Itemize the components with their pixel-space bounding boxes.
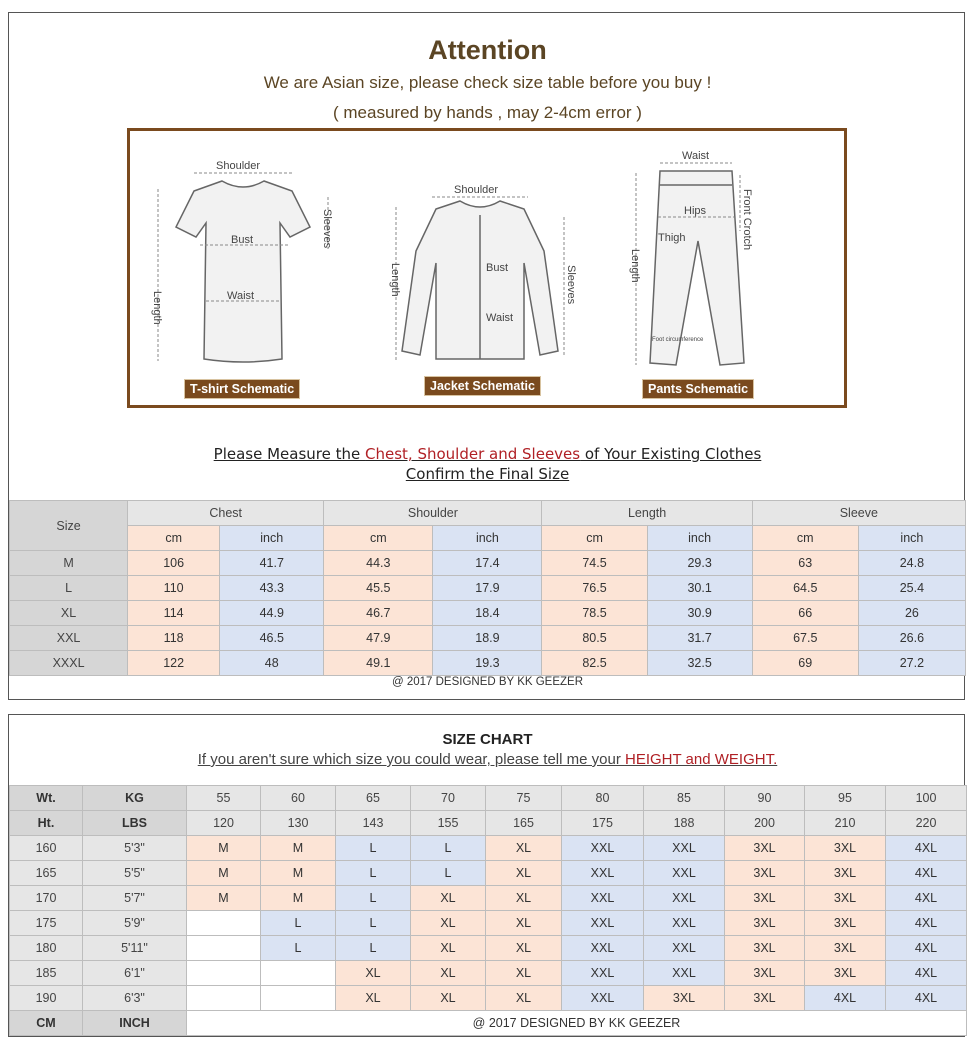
size-cell: XXL [644, 836, 725, 861]
size-cell: XXL [562, 886, 644, 911]
size-cell: 4XL [886, 911, 967, 936]
lbs-cell: 143 [336, 811, 411, 836]
size-cell: XXL [644, 861, 725, 886]
tshirt-bust-label: Bust [231, 234, 254, 246]
size-cell: M [187, 861, 261, 886]
size-cell [187, 986, 261, 1011]
cm-label: CM [10, 1011, 83, 1036]
kg-cell: 80 [562, 786, 644, 811]
height-inch-cell: 5'3" [83, 836, 187, 861]
measurement-cell: 110 [128, 576, 220, 601]
size-table-unit-header [10, 526, 966, 551]
unit-header-cell: inch [220, 526, 324, 551]
inch-label: INCH [83, 1011, 187, 1036]
measurement-cell: 49.1 [324, 651, 433, 676]
measurement-cell: 27.2 [858, 651, 965, 676]
size-cell: XL [486, 936, 562, 961]
lbs-cell: 188 [644, 811, 725, 836]
lbs-cell: 155 [411, 811, 486, 836]
size-cell: XL [336, 986, 411, 1011]
size-cell: 3XL [805, 911, 886, 936]
size-cell: XXL [562, 836, 644, 861]
size-name-cell: L [10, 576, 128, 601]
measurement-cell: 26 [858, 601, 965, 626]
size-cell: 4XL [886, 836, 967, 861]
size-cell: L [336, 886, 411, 911]
size-chart-panel [8, 714, 965, 1037]
measurement-cell: 44.9 [220, 601, 324, 626]
size-cell: 3XL [725, 961, 805, 986]
height-inch-cell: 6'3" [83, 986, 187, 1011]
size-chart-subtitle-prefix: If you aren't sure which size you could wear, please tell me your [197, 751, 625, 768]
size-cell: XXL [562, 986, 644, 1011]
jacket-sleeves-label: Sleeves [565, 265, 577, 305]
height-cm-cell: 180 [10, 936, 83, 961]
kg-cell: 60 [261, 786, 336, 811]
size-cell: XL [411, 911, 486, 936]
kg-header-row [10, 786, 967, 811]
kg-cell: 75 [486, 786, 562, 811]
table-row [10, 986, 967, 1011]
size-cell: 3XL [805, 886, 886, 911]
table-row [10, 936, 967, 961]
size-cell: 4XL [805, 986, 886, 1011]
height-cm-cell: 165 [10, 861, 83, 886]
kg-cell: 85 [644, 786, 725, 811]
schematic-box [127, 128, 847, 408]
size-chart-title: SIZE CHART [442, 731, 533, 748]
measurement-cell: 47.9 [324, 626, 433, 651]
measurement-cell: 25.4 [858, 576, 965, 601]
height-cm-cell: 160 [10, 836, 83, 861]
pants-foot-label: Foot circumference [652, 337, 704, 343]
height-cm-cell: 185 [10, 961, 83, 986]
measurement-cell: 30.1 [647, 576, 752, 601]
tshirt-drawing [176, 181, 310, 362]
size-cell: M [261, 886, 336, 911]
size-name-cell: XXL [10, 626, 128, 651]
size-cell: XL [411, 961, 486, 986]
measurement-cell: 114 [128, 601, 220, 626]
measurement-cell: 19.3 [433, 651, 542, 676]
size-cell: 3XL [805, 961, 886, 986]
table-row [10, 626, 966, 651]
measurement-cell: 76.5 [542, 576, 647, 601]
size-cell: XXL [562, 911, 644, 936]
height-cm-cell: 190 [10, 986, 83, 1011]
size-info-panel [8, 12, 965, 700]
size-cell: 3XL [725, 861, 805, 886]
size-cell: L [336, 836, 411, 861]
size-cell: M [261, 836, 336, 861]
measurement-cell: 45.5 [324, 576, 433, 601]
size-cell: 3XL [725, 911, 805, 936]
jacket-length-label: Length [389, 263, 401, 297]
measurement-cell: 78.5 [542, 601, 647, 626]
measurement-cell: 26.6 [858, 626, 965, 651]
size-cell: L [336, 861, 411, 886]
measure-note-highlight: Chest, Shoulder and Sleeves [365, 445, 581, 463]
size-cell: 3XL [805, 936, 886, 961]
measurement-cell: 17.4 [433, 551, 542, 576]
schematic-drawings [130, 131, 844, 405]
size-cell: L [336, 911, 411, 936]
measurement-cell: 31.7 [647, 626, 752, 651]
size-cell: XL [486, 961, 562, 986]
measurement-cell: 17.9 [433, 576, 542, 601]
tshirt-length-label: Length [151, 291, 163, 325]
group-header-sleeve: Sleeve [752, 501, 965, 526]
size-cell: 3XL [725, 836, 805, 861]
kg-cell: 95 [805, 786, 886, 811]
group-header-length: Length [542, 501, 752, 526]
jacket-shoulder-label: Shoulder [454, 184, 499, 196]
size-cell [187, 961, 261, 986]
pants-waist-label: Waist [682, 150, 710, 162]
measurement-cell: 74.5 [542, 551, 647, 576]
unit-header-cell: cm [324, 526, 433, 551]
size-name-cell: M [10, 551, 128, 576]
measurement-cell: 30.9 [647, 601, 752, 626]
unit-header-cell: cm [752, 526, 858, 551]
measurement-cell: 82.5 [542, 651, 647, 676]
height-cm-cell: 170 [10, 886, 83, 911]
size-cell: XL [411, 886, 486, 911]
size-cell: XXL [644, 911, 725, 936]
jacket-bust-label: Bust [486, 262, 509, 274]
measurement-cell: 18.4 [433, 601, 542, 626]
size-cell: XXL [644, 936, 725, 961]
pants-front-crotch-label: Front Crotch [741, 189, 753, 251]
measurement-error-notice: ( measured by hands , may 2-4cm error ) [333, 103, 642, 122]
height-inch-cell: 6'1" [83, 961, 187, 986]
size-cell: M [261, 861, 336, 886]
measure-note [9, 445, 966, 463]
height-cm-cell: 175 [10, 911, 83, 936]
lbs-cell: 130 [261, 811, 336, 836]
table-row [10, 886, 967, 911]
lbs-cell: 220 [886, 811, 967, 836]
height-inch-cell: 5'5" [83, 861, 187, 886]
size-header-cell: Size [10, 501, 128, 551]
measurement-cell: 41.7 [220, 551, 324, 576]
size-cell: L [261, 936, 336, 961]
confirm-size-note: Confirm the Final Size [405, 465, 570, 483]
group-header-chest: Chest [128, 501, 324, 526]
measurement-cell: 32.5 [647, 651, 752, 676]
size-cell: L [411, 836, 486, 861]
size-cell: XL [486, 886, 562, 911]
measurement-cell: 44.3 [324, 551, 433, 576]
unit-header-cell: inch [433, 526, 542, 551]
measurement-cell: 48 [220, 651, 324, 676]
unit-header-cell: cm [542, 526, 647, 551]
size-cell [261, 986, 336, 1011]
ht-label: Ht. [10, 811, 83, 836]
size-chart-footer-row [10, 1011, 967, 1036]
size-cell: XXL [644, 886, 725, 911]
size-cell: XL [486, 861, 562, 886]
size-cell: XXL [562, 936, 644, 961]
size-cell: 3XL [644, 986, 725, 1011]
table-row [10, 961, 967, 986]
size-cell: XL [336, 961, 411, 986]
lbs-cell: 210 [805, 811, 886, 836]
size-name-cell: XXXL [10, 651, 128, 676]
jacket-schematic-label: Jacket Schematic [424, 376, 541, 396]
size-cell: 4XL [886, 961, 967, 986]
group-header-shoulder: Shoulder [324, 501, 542, 526]
measurement-cell: 46.7 [324, 601, 433, 626]
table-row [10, 651, 966, 676]
size-cell: L [261, 911, 336, 936]
size-cell [187, 911, 261, 936]
jacket-drawing [402, 201, 558, 359]
measurement-cell: 106 [128, 551, 220, 576]
lbs-cell: 175 [562, 811, 644, 836]
kg-cell: 90 [725, 786, 805, 811]
size-cell: 4XL [886, 861, 967, 886]
unit-header-cell: inch [647, 526, 752, 551]
lbs-label: LBS [83, 811, 187, 836]
kg-label: KG [83, 786, 187, 811]
jacket-waist-label: Waist [486, 312, 514, 324]
size-chart-subtitle-highlight: HEIGHT and WEIGHT. [624, 751, 778, 768]
size-cell: XL [486, 911, 562, 936]
measurement-cell: 24.8 [858, 551, 965, 576]
height-inch-cell: 5'7" [83, 886, 187, 911]
size-chart-footer: @ 2017 DESIGNED BY KK GEEZER [187, 1011, 967, 1036]
measurement-cell: 63 [752, 551, 858, 576]
size-cell: 3XL [725, 986, 805, 1011]
size-cell: XL [411, 986, 486, 1011]
size-cell [187, 936, 261, 961]
size-cell: 4XL [886, 986, 967, 1011]
size-cell: 3XL [805, 836, 886, 861]
kg-cell: 55 [187, 786, 261, 811]
size-cell [261, 961, 336, 986]
tshirt-shoulder-label: Shoulder [216, 160, 261, 172]
size-cell: M [187, 886, 261, 911]
lbs-cell: 120 [187, 811, 261, 836]
table-row [10, 861, 967, 886]
pants-length-label: Length [629, 249, 641, 283]
size-table-footer: @ 2017 DESIGNED BY KK GEEZER [391, 676, 584, 688]
wt-label: Wt. [10, 786, 83, 811]
size-measurement-table [9, 500, 966, 676]
measurement-cell: 69 [752, 651, 858, 676]
size-cell: L [336, 936, 411, 961]
tshirt-waist-label: Waist [227, 290, 255, 302]
size-cell: XXL [562, 861, 644, 886]
tshirt-sleeves-label: Sleeves [321, 209, 333, 249]
size-cell: XL [411, 936, 486, 961]
size-cell: 3XL [725, 886, 805, 911]
size-cell: L [411, 861, 486, 886]
tshirt-schematic-label: T-shirt Schematic [184, 379, 300, 399]
attention-title: Attention [428, 35, 547, 65]
size-cell: 3XL [805, 861, 886, 886]
size-cell: XXL [644, 961, 725, 986]
table-row [10, 576, 966, 601]
pants-drawing [650, 171, 744, 365]
table-row [10, 551, 966, 576]
size-cell: M [187, 836, 261, 861]
measurement-cell: 67.5 [752, 626, 858, 651]
asian-size-notice: We are Asian size, please check size table before you buy ! [263, 73, 712, 92]
size-cell: 4XL [886, 936, 967, 961]
size-cell: XL [486, 986, 562, 1011]
kg-cell: 70 [411, 786, 486, 811]
kg-cell: 100 [886, 786, 967, 811]
size-cell: 3XL [725, 936, 805, 961]
height-inch-cell: 5'9" [83, 911, 187, 936]
table-row [10, 836, 967, 861]
measurement-cell: 64.5 [752, 576, 858, 601]
measurement-cell: 29.3 [647, 551, 752, 576]
lbs-cell: 200 [725, 811, 805, 836]
measurement-cell: 43.3 [220, 576, 324, 601]
measurement-cell: 46.5 [220, 626, 324, 651]
pants-hips-label: Hips [684, 205, 707, 217]
size-chart-subtitle [9, 751, 966, 768]
size-name-cell: XL [10, 601, 128, 626]
measurement-cell: 118 [128, 626, 220, 651]
size-cell: XXL [562, 961, 644, 986]
size-cell: XL [486, 836, 562, 861]
unit-header-cell: inch [858, 526, 965, 551]
height-weight-size-chart [9, 785, 967, 1036]
measurement-cell: 66 [752, 601, 858, 626]
unit-header-cell: cm [128, 526, 220, 551]
kg-cell: 65 [336, 786, 411, 811]
measure-note-suffix: of Your Existing Clothes [580, 445, 762, 463]
size-cell: 4XL [886, 886, 967, 911]
table-row [10, 601, 966, 626]
pants-schematic-label: Pants Schematic [642, 379, 754, 399]
measurement-cell: 80.5 [542, 626, 647, 651]
lbs-header-row [10, 811, 967, 836]
measurement-cell: 122 [128, 651, 220, 676]
table-row [10, 911, 967, 936]
measure-note-prefix: Please Measure the [213, 445, 366, 463]
size-table-group-header [10, 501, 966, 526]
lbs-cell: 165 [486, 811, 562, 836]
height-inch-cell: 5'11" [83, 936, 187, 961]
measurement-cell: 18.9 [433, 626, 542, 651]
pants-thigh-label: Thigh [658, 232, 686, 244]
